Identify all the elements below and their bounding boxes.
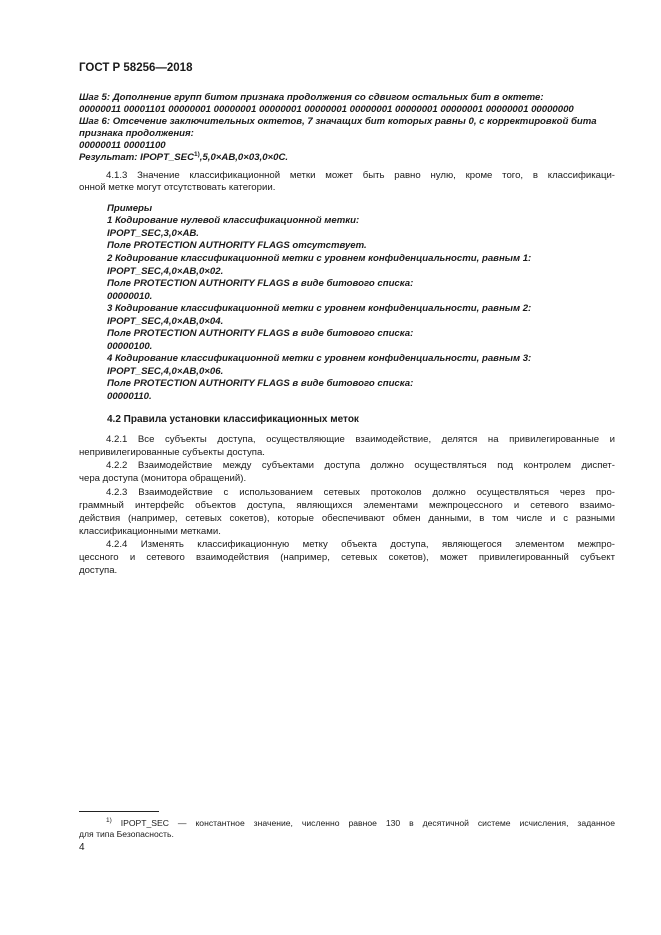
para-4-2-3-line4: классификационными метками. — [79, 526, 221, 537]
result-line — [79, 152, 288, 164]
example-line: IPOPT_SEC,4,0×AB,0×04. — [107, 316, 224, 327]
example-line: Поле PROTECTION AUTHORITY FLAGS в виде битового списка: — [107, 278, 414, 289]
footnote-divider — [79, 811, 159, 812]
para-4-2-4-line2: цессного и сетевого взаимодействия (например, сетевых сокетов), может привилегированный субъект — [79, 552, 615, 563]
result-suffix: ,5,0×AB,0×03,0×0C. — [199, 152, 289, 163]
example-line: Поле PROTECTION AUTHORITY FLAGS в виде битового списка: — [107, 328, 414, 339]
examples-title: Примеры — [107, 203, 153, 214]
step6-bits: 00000011 00001100 — [79, 140, 166, 151]
page-number: 4 — [79, 842, 85, 853]
footnote-line2: для типа Безопасность. — [79, 829, 174, 839]
example-line: Поле PROTECTION AUTHORITY FLAGS в виде битового списка: — [107, 378, 414, 389]
para-4-2-3-line2: граммный интерфейс объектов доступа, являющихся элементами межпроцессного и сетевого взаимо- — [79, 500, 615, 511]
para-4-2-4-line3: доступа. — [79, 565, 118, 576]
example-line: 4 Кодирование классификационной метки с уровнем конфиденциальности, равным 3: — [107, 353, 532, 364]
example-line: 2 Кодирование классификационной метки с уровнем конфиденциальности, равным 1: — [107, 253, 532, 264]
footnote-ref: 1) — [194, 151, 200, 158]
footnote-text: IPOPT_SEC — константное значение, численно равное 130 в десятичной системе исчисления, заданное — [111, 818, 615, 828]
step6-title-line2: признака продолжения: — [79, 128, 194, 139]
example-line: Поле PROTECTION AUTHORITY FLAGS отсутствует. — [107, 240, 367, 251]
para-4-2-3-line1: 4.2.3 Взаимодействие с использованием сетевых протоколов должно осуществляться через про- — [106, 487, 615, 498]
document-header: ГОСТ Р 58256—2018 — [79, 62, 193, 74]
para-4-2-1-line1: 4.2.1 Все субъекты доступа, осуществляющие взаимодействие, делятся на привилегированные и — [106, 434, 615, 445]
para-4-2-2-line1: 4.2.2 Взаимодействие между субъектами доступа должно осуществляться под контролем диспет- — [106, 460, 615, 471]
example-line: 1 Кодирование нулевой классификационной метки: — [107, 215, 360, 226]
para-4-2-3-line3: действия (например, сетевых сокетов), которые обеспечивают обмен данными, в том числе и с разными — [79, 513, 615, 524]
example-line: 3 Кодирование классификационной метки с уровнем конфиденциальности, равным 2: — [107, 303, 532, 314]
example-line: 00000010. — [107, 291, 153, 302]
para-4-1-3-line2: онной метке могут отсутствовать категории. — [79, 182, 276, 193]
para-4-2-4-line1: 4.2.4 Изменять классификационную метку объекта доступа, являющегося элементом межпро- — [106, 539, 615, 550]
footnote-marker: 1) — [106, 817, 112, 824]
step5-bits: 00000011 00001101 00000001 00000001 00000001 00000001 00000001 00000001 00000001 00000001 00000000 — [79, 104, 574, 115]
example-line: IPOPT_SEC,3,0×AB. — [107, 228, 199, 239]
para-4-2-2-line2: чера доступа (монитора обращений). — [79, 473, 247, 484]
example-line: 00000110. — [107, 391, 152, 402]
example-line: IPOPT_SEC,4,0×AB,0×02. — [107, 266, 224, 277]
result-prefix: Результат: IPOPT_SEC — [79, 152, 195, 163]
step6-title-line1: Шаг 6: Отсечение заключительных октетов, 7 значащих бит которых равны 0, с корректировкой бита — [79, 116, 597, 127]
example-line: IPOPT_SEC,4,0×AB,0×06. — [107, 366, 224, 377]
example-line: 00000100. — [107, 341, 153, 352]
para-4-1-3-line1: 4.1.3 Значение классификационной метки может быть равно нулю, кроме того, в классификаци- — [106, 170, 615, 181]
section-heading-4-2: 4.2 Правила установки классификационных меток — [107, 414, 359, 425]
para-4-2-1-line2: непривилегированные субъекты доступа. — [79, 447, 265, 458]
step5-title: Шаг 5: Дополнение групп битом признака продолжения со сдвигом остальных бит в октете: — [79, 92, 544, 103]
